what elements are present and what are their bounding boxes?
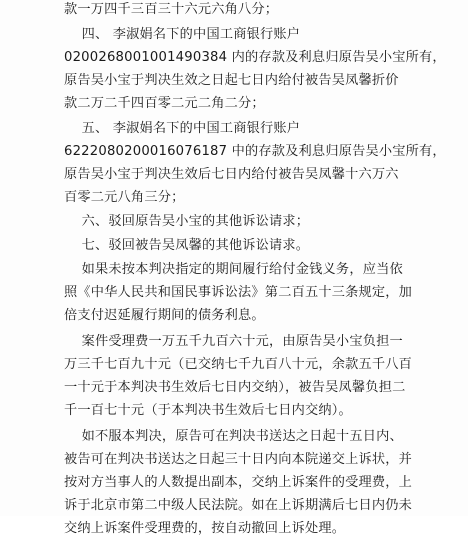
text-line: 七、驳回被告吴凤馨的其他诉讼请求。: [64, 238, 310, 253]
text-line: 百零二元八角三分；: [64, 190, 185, 205]
text-line: 倍支付迟延履行期间的债务利息。: [64, 308, 265, 323]
text-line: 款一万四千三百三十六元六角八分；: [64, 2, 279, 17]
text-line: 万三千七百九十元（已交纳七千九百八十元，余款五千八百: [64, 357, 413, 372]
text-line: 四、 李淑娟名下的中国工商银行账户: [64, 27, 301, 42]
text-line: 案件受理费一万五千九百六十元，由原告吴小宝负担一: [64, 334, 403, 349]
text-line: 0200268001001490384 内的存款及利息归原告吴小宝所有，: [64, 50, 446, 65]
text-line: 千一百七十元（于本判决书生效后七日内交纳）。: [64, 403, 352, 418]
text-line: 如果未按本判决指定的期间履行给付金钱义务，应当依: [64, 262, 403, 277]
text-line: 照《中华人民共和国民事诉讼法》第二百五十三条规定，加: [64, 285, 413, 300]
text-line: 六、驳回原告吴小宝的其他诉讼请求；: [64, 214, 310, 229]
text-line: 原告吴小宝于判决生效后七日内给付被告吴凤馨十六万六: [64, 167, 399, 182]
text-line: 6222080200016076187 中的存款及利息归原告吴小宝所有，: [64, 144, 446, 159]
text-line: 按对方当事人的人数提出副本，交纳上诉案件的受理费，上: [64, 475, 413, 490]
text-line: 如不服本判决，原告可在判决书送达之日起十五日内、: [64, 429, 403, 444]
text-line: 原告吴小宝于判决生效之日起七日内给付被告吴凤馨折价: [64, 73, 399, 88]
text-line: 被告可在判决书送达之日起三十日内向本院递交上诉状，并: [64, 452, 413, 467]
text-line: 款二万二千四百零二元二角二分；: [64, 96, 265, 111]
text-line: 一十元于本判决书生效后七日内交纳），被告吴凤馨负担二: [64, 380, 406, 395]
text-line: 交纳上诉案件受理费的，按自动撤回上诉处理。: [64, 521, 346, 536]
text-line: 五、 李淑娟名下的中国工商银行账户: [64, 121, 301, 136]
text-line: 诉于北京市第二中级人民法院。如在上诉期满后七日内仍未: [64, 498, 413, 513]
